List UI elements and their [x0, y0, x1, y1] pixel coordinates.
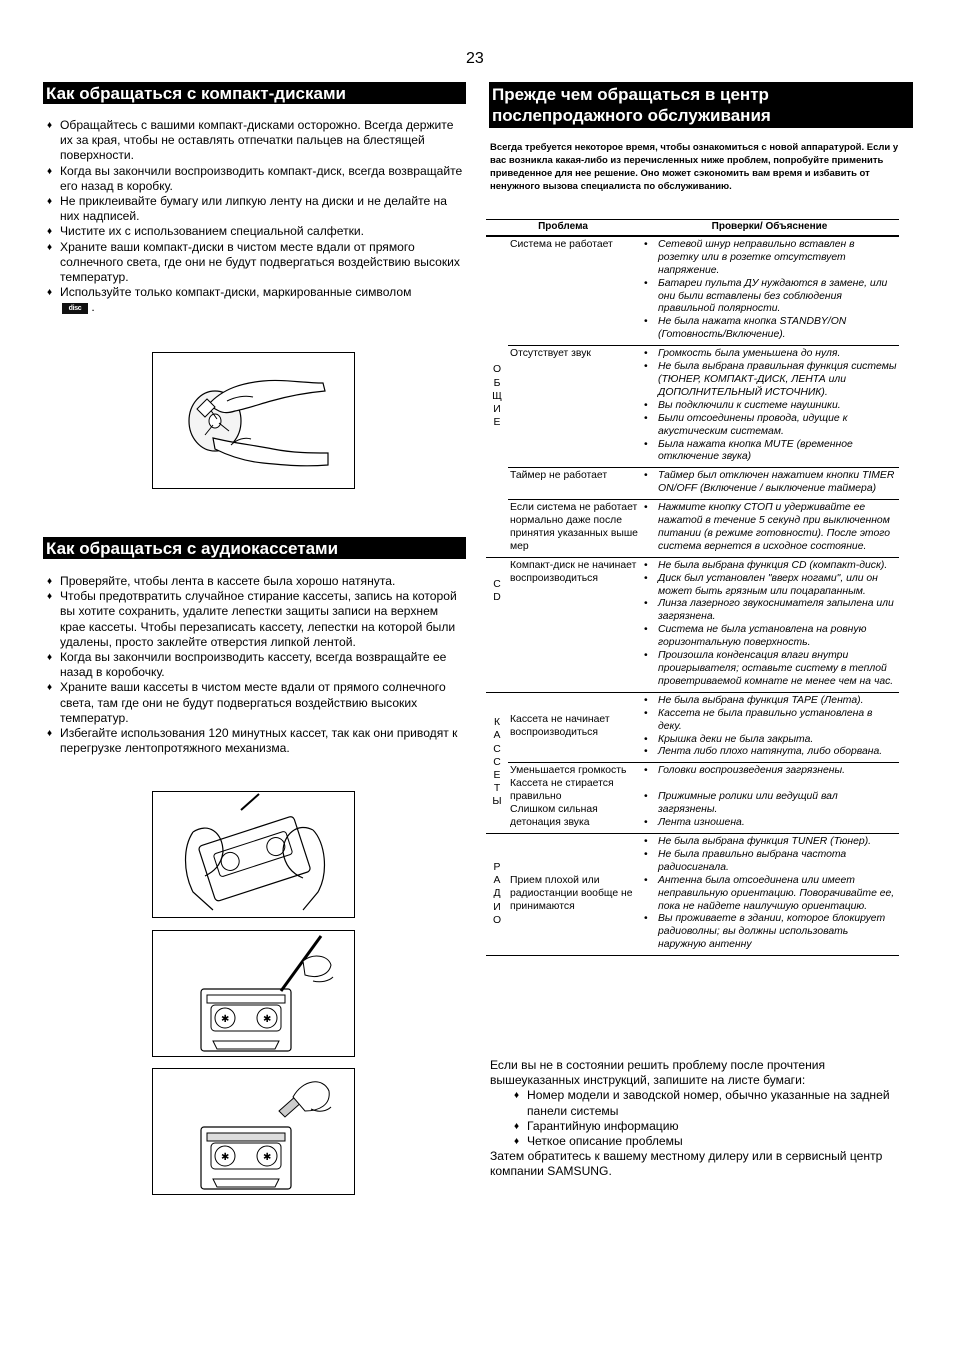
cassette-tab-removal-drawing [153, 931, 354, 1056]
col-header-checks: Проверки/ Объяснение [640, 220, 899, 236]
table-row [486, 346, 899, 468]
group-letter: Е [493, 417, 501, 429]
group-label-radio [486, 833, 508, 955]
service-section-title [489, 82, 913, 128]
check-item: • Не была выбрана правильная функция системы (ТЮНЕР, КОМПАКТ-ДИСК, ЛЕНТА или ДОПОЛНИТЕЛЬНЫЙ ИСТОЧНИК). [642, 361, 897, 400]
cassette-bullet: ♦ Когда вы закончили воспроизводить кассету, всегда возвращайте ее назад в коробочку. [45, 650, 463, 680]
group-letter: И [493, 403, 501, 415]
troubleshooting-table [486, 219, 899, 956]
check-item: • Система не была установлена на ровную горизонтальную поверхность. [642, 624, 897, 650]
check-item: • Были отсоединены провода, идущие к акустическим системам. [642, 413, 897, 439]
problem-line: Уменьшается громкость [510, 765, 627, 777]
service-outro [490, 1058, 910, 1180]
check-item: • Кассета не была правильно установлена в деку. [642, 708, 897, 734]
check-item: • Не была выбрана функция TUNER (Тюнер). [642, 836, 897, 849]
group-letter: А [493, 875, 501, 887]
service-title-line2: послепродажного обслуживания [492, 106, 771, 125]
group-letter: Т [493, 783, 501, 795]
group-letter: О [492, 364, 502, 376]
service-intro: Всегда требуется некоторое время, чтобы ознакомиться с новой аппаратурой. Если у вас возникла какая-либо из перечисленных ниже проблем, попробуйте применить приведенное для нее решение. Оно может сэкономить вам время и избавить от ненужного вызова специалиста по обслуживанию. [490, 142, 899, 192]
check-item: • Сетевой шнур неправильно вставлен в розетку или в розетке отсутствует напряжение. [642, 239, 897, 278]
check-item: • Таймер был отключен нажатием кнопки TIMER ON/OFF (Включение / выключение таймера) [642, 470, 897, 496]
svg-text:✱: ✱ [221, 1014, 230, 1025]
cassette-bullet-list [45, 574, 463, 756]
page-number: 23 [466, 50, 484, 67]
check-item: • Не была нажата кнопка STANDBY/ON (Готовность/Включение). [642, 316, 897, 342]
table-row [486, 763, 899, 834]
cd-section-title: Как обращаться с компакт-дисками [43, 82, 466, 104]
outro-item: ♦ Гарантийную информацию [512, 1119, 910, 1134]
check-item: • Головки воспроизведения загрязнены. [642, 765, 897, 778]
cd-bullet [45, 285, 463, 315]
checks-cell [640, 346, 899, 468]
problem-cell: Таймер не работает [508, 468, 640, 500]
checks-cell [640, 236, 899, 346]
check-item: • Прижимные ролики или ведущий вал загрязнены. [642, 791, 897, 817]
cassette-tab-removal-illustration [152, 930, 355, 1057]
cassette-bullet: ♦ Чтобы предотвратить случайное стирание кассеты, запись на которой вы хотите сохранить, удалите лепестки защиты записи на верхнем крае кассеты. Чтобы перезаписать кассету, лепестки на которой были удалены, просто заклейте отверстия липкой лентой. [45, 589, 463, 650]
cassette-bullet: ♦ Проверяйте, чтобы лента в кассете была хорошо натянута. [45, 574, 463, 589]
cassette-section-title: Как обращаться с аудиокассетами [43, 537, 466, 559]
checks-cell [640, 468, 899, 500]
cd-bullet: ♦ Не приклеивайте бумагу или липкую ленту на диски и не делайте на них надписей. [45, 194, 463, 224]
group-letter: Р [493, 862, 501, 874]
group-letter: О [492, 914, 502, 926]
group-letter: C [493, 578, 501, 590]
checks-cell [640, 833, 899, 955]
cassette-tape-cover-drawing [153, 1069, 354, 1194]
group-letter: Е [493, 769, 501, 781]
group-letter: С [493, 756, 501, 768]
check-item: • Диск был установлен "вверх ногами", или он может быть грязным или поцарапанным. [642, 573, 897, 599]
cd-bullet: ♦ Когда вы закончили воспроизводить компакт-диск, всегда возвращайте его назад в коробку. [45, 164, 463, 194]
check-item: • Не была правильно выбрана частота радиосигнала. [642, 849, 897, 875]
group-letter: Б [493, 377, 501, 389]
check-item: • Крышка деки не была закрыта. [642, 734, 897, 747]
service-title-line1: Прежде чем обращаться в центр [492, 85, 769, 104]
table-row [486, 468, 899, 500]
checks-cell [640, 763, 899, 834]
check-item: • Громкость была уменьшена до нуля. [642, 348, 897, 361]
compact-disc-logo-icon: disc [62, 303, 88, 314]
table-row [486, 692, 899, 763]
checks-cell [640, 692, 899, 763]
problem-cell: Отсутствует звук [508, 346, 640, 468]
table-row [486, 833, 899, 955]
check-item: • Вы проживаете в здании, которое блокирует радиоволны; вы должны использовать наружную антенну [642, 913, 897, 952]
svg-text:✱: ✱ [221, 1152, 230, 1163]
table-row [486, 500, 899, 558]
group-label-general [486, 236, 508, 557]
problem-cell: Прием плохой или радиостанции вообще не принимаются [508, 833, 640, 955]
outro-item: ♦ Номер модели и заводской номер, обычно указанные на задней панели системы [512, 1088, 910, 1118]
cassette-bullet: ♦ Храните ваши кассеты в чистом месте вдали от прямого солнечного света, там где они не будут подвергаться воздействию высоких температур. [45, 680, 463, 726]
problem-cell [508, 763, 640, 834]
group-letter: И [493, 901, 501, 913]
group-label-cassettes [486, 692, 508, 833]
check-item: • Вы подключили к системе наушники. [642, 400, 897, 413]
group-letter: Щ [492, 390, 502, 402]
group-letter: Ы [492, 796, 502, 808]
cassette-tape-cover-illustration [152, 1068, 355, 1195]
check-item: • Произошла конденсация влаги внутри проигрывателя; оставьте систему в теплой проветриваемой комнате не менее чем на час. [642, 650, 897, 689]
check-item: • Была нажата кнопка MUTE (временное отключение звука) [642, 439, 897, 465]
check-item: • Батареи пульта ДУ нуждаются в замене, или они были вставлены без соблюдения правильной полярности. [642, 278, 897, 317]
check-item: • Лента либо плохо натянута, либо оборвана. [642, 746, 897, 759]
group-letter: D [493, 591, 501, 603]
check-item: • Нажмите кнопку СТОП и удерживайте ее нажатой в течение 5 секунд при выключенном питании (в режиме готовности). После этого система вернется в исходное состояние. [642, 502, 897, 554]
outro-final: Затем обратитесь к вашему местному дилеру или в сервисный центр компании SAMSUNG. [490, 1149, 883, 1179]
cassette-tension-illustration [152, 791, 355, 918]
check-item: • Антенна была отсоединена или имеет неправильную ориентацию. Поворачивайте ее, пока не найдете наилучшую ориентацию. [642, 875, 897, 914]
svg-text:✱: ✱ [263, 1014, 272, 1025]
cd-cleaning-illustration [152, 352, 355, 489]
checks-cell [640, 500, 899, 558]
checks-cell [640, 557, 899, 692]
check-item: • Лента изношена. [642, 817, 897, 830]
col-header-problem: Проблема [486, 220, 640, 236]
cd-cleaning-drawing [153, 353, 354, 488]
cassette-bullet: ♦ Избегайте использования 120 минутных кассет, так как они приводят к перегрузке лентопротяжного механизма. [45, 726, 463, 756]
group-label-cd [486, 557, 508, 692]
outro-text: Если вы не в состоянии решить проблему после прочтения вышеуказанных инструкций, запишите на листе бумаги: [490, 1058, 826, 1088]
outro-item: ♦ Четкое описание проблемы [512, 1134, 910, 1149]
outro-list [490, 1088, 910, 1149]
cd-bullet: ♦ Чистите их с использованием специальной салфетки. [45, 224, 463, 239]
cd-bullet: ♦ Храните ваши компакт-диски в чистом месте вдали от прямого солнечного света, где они не будут подвергаться воздействию высоких температур. [45, 240, 463, 286]
group-letter: Д [493, 888, 501, 900]
problem-cell: Компакт-диск не начинает воспроизводиться [508, 557, 640, 692]
problem-line: Слишком сильная детонация звука [510, 804, 598, 828]
cd-bullet-text: Используйте только компакт-диски, маркированные символом [60, 285, 412, 300]
group-letter: К [493, 717, 501, 729]
table-row [486, 236, 899, 346]
problem-line: Кассета не стирается правильно [510, 778, 614, 803]
table-row [486, 557, 899, 692]
logo-suffix: . [91, 300, 95, 315]
problem-cell: Система не работает [508, 236, 640, 346]
table-header-row [486, 220, 899, 236]
problem-cell: Если система не работает нормально даже после принятия указанных выше мер [508, 500, 640, 558]
check-item: • Линза лазерного звукоснимателя запылена или загрязнена. [642, 598, 897, 624]
svg-text:✱: ✱ [263, 1152, 272, 1163]
group-letter: А [493, 730, 501, 742]
problem-cell: Кассета не начинает воспроизводиться [508, 692, 640, 763]
cd-bullet: ♦ Обращайтесь с вашими компакт-дисками осторожно. Всегда держите их за края, чтобы не оставлять отпечатки пальцев на блестящей поверхности. [45, 118, 463, 164]
group-letter: С [493, 743, 501, 755]
cassette-tension-drawing [153, 792, 354, 917]
cd-bullet-list [45, 118, 463, 316]
check-item: • Не была выбрана функция CD (компакт-диск). [642, 560, 897, 573]
check-item: • Не была выбрана функция TAPE (Лента). [642, 695, 897, 708]
